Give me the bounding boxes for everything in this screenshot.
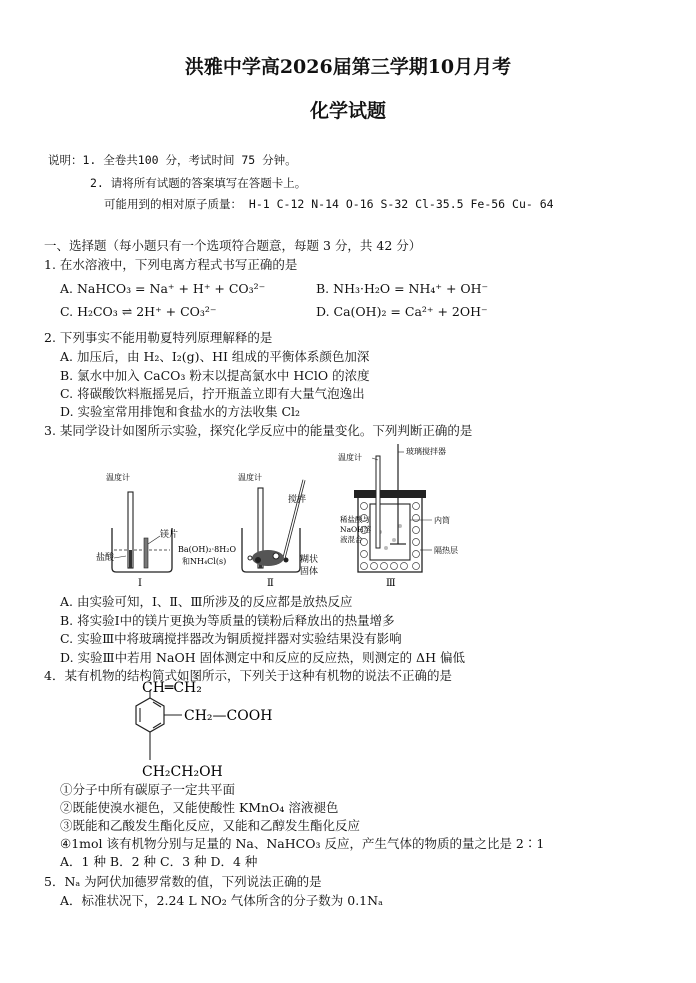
svg-text:稀盐酸与: 稀盐酸与: [340, 515, 370, 524]
q1-option-b: B. NH₃·H₂O = NH₄⁺ + OH⁻: [316, 281, 489, 296]
svg-text:液混合: 液混合: [340, 535, 363, 544]
svg-text:CH₂CH₂OH: CH₂CH₂OH: [142, 764, 223, 780]
q2-option-d: D. 实验室常用排饱和食盐水的方法收集 Cl₂: [60, 404, 301, 419]
q2-option-b: B. 氯水中加入 CaCO₃ 粉末以提高氯水中 HClO 的浓度: [60, 368, 370, 383]
q1-stem: 1. 在水溶液中，下列电离方程式书写正确的是: [44, 257, 298, 272]
q2-option-c: C. 将碳酸饮料瓶摇晃后，拧开瓶盖立即有大量气泡逸出: [60, 386, 365, 401]
note-line-3: 可能用到的相对原子质量： H-1 C-12 N-14 O-16 S-32 Cl-35.5 Fe-56 Cu- 64: [104, 197, 554, 211]
exam-title: 洪雅中学高2026届第三学期10月月考: [184, 56, 512, 78]
svg-text:Ⅱ: Ⅱ: [267, 578, 274, 589]
svg-text:糊状: 糊状: [300, 555, 319, 565]
svg-text:镁片: 镁片: [160, 530, 179, 540]
svg-text:CH₂—COOH: CH₂—COOH: [184, 708, 273, 724]
q4-statement-4: ④1mol 该有机物分别与足量的 Na、NaHCO₃ 反应，产生气体的物质的量之比是 2∶1: [60, 836, 545, 851]
svg-text:玻璃搅拌器: 玻璃搅拌器: [406, 447, 446, 456]
svg-text:温度计: 温度计: [338, 453, 362, 462]
q1-option-a: A. NaHCO₃ = Na⁺ + H⁺ + CO₃²⁻: [60, 281, 266, 296]
svg-text:CH═CH₂: CH═CH₂: [142, 680, 202, 696]
q3-option-c: C. 实验Ⅲ中将玻璃搅拌器改为铜质搅拌器对实验结果没有影响: [60, 631, 402, 646]
q3-apparatus-figure: [96, 440, 560, 589]
q1-option-d: D. Ca(OH)₂ = Ca²⁺ + 2OH⁻: [316, 304, 488, 319]
svg-text:盐酸: 盐酸: [96, 553, 115, 563]
q3-stem: 3. 某同学设计如图所示实验，探究化学反应中的能量变化。下列判断正确的是: [44, 423, 473, 438]
svg-text:温度计: 温度计: [238, 473, 262, 482]
section-heading: 一、选择题（每小题只有一个选项符合题意，每题 3 分，共 42 分）: [44, 238, 422, 253]
q3-option-d: D. 实验Ⅲ中若用 NaOH 固体测定中和反应的反应热，则测定的 ΔH 偏低: [60, 650, 465, 665]
q2-option-a: A. 加压后，由 H₂、I₂(g)、HI 组成的平衡体系颜色加深: [60, 349, 370, 364]
svg-text:和NH₄Cl(s): 和NH₄Cl(s): [182, 557, 227, 566]
svg-text:温度计: 温度计: [106, 473, 130, 482]
svg-text:NaOH溶: NaOH溶: [340, 525, 372, 534]
q3-option-a: A. 由实验可知，Ⅰ、Ⅱ、Ⅲ所涉及的反应都是放热反应: [60, 594, 353, 609]
q5-stem: 5．Nₐ 为阿伏加德罗常数的值，下列说法正确的是: [44, 874, 322, 889]
beaker-2: [178, 472, 318, 589]
q4-statement-1: ①分子中所有碳原子一定共平面: [60, 782, 236, 797]
thermometer-icon: [376, 456, 380, 548]
magnesium-strip-icon: [144, 538, 148, 568]
q1-option-c: C. H₂CO₃ ⇌ 2H⁺ + CO₃²⁻: [60, 304, 217, 319]
q4-stem: 4．某有机物的结构简式如图所示，下列关于这种有机物的说法不正确的是: [44, 668, 452, 683]
note-line-2: 2. 请将所有试题的答案填写在答题卡上。: [90, 176, 307, 190]
svg-text:内筒: 内筒: [434, 516, 450, 525]
svg-text:Ⅰ: Ⅰ: [138, 578, 142, 589]
svg-text:固体: 固体: [300, 567, 319, 577]
svg-text:Ba(OH)₂·8H₂O: Ba(OH)₂·8H₂O: [178, 545, 237, 554]
q4-statement-3: ③既能和乙酸发生酯化反应，又能和乙醇发生酯化反应: [60, 818, 361, 833]
calorimeter-3: [338, 444, 458, 589]
q2-stem: 2. 下列事实不能用勒夏特列原理解释的是: [44, 330, 273, 345]
q3-option-b: B. 将实验Ⅰ中的镁片更换为等质量的镁粉后释放出的热量增多: [60, 613, 395, 628]
beaker-1: [96, 472, 178, 589]
q4-statement-2: ②既能使溴水褪色，又能使酸性 KMnO₄ 溶液褪色: [60, 800, 339, 815]
q4-structure-figure: [120, 682, 320, 778]
note-line-1: 说明：1. 全卷共100 分，考试时间 75 分钟。: [48, 153, 297, 167]
svg-text:搅拌: 搅拌: [288, 495, 307, 505]
q5-option-a: A．标准状况下，2.24 L NO₂ 气体所含的分子数为 0.1Nₐ: [60, 893, 383, 908]
svg-text:Ⅲ: Ⅲ: [386, 578, 396, 589]
svg-text:隔热层: 隔热层: [434, 546, 458, 555]
q4-options: A．1 种 B．2 种 C．3 种 D．4 种: [60, 854, 258, 869]
exam-subtitle: 化学试题: [309, 100, 386, 122]
